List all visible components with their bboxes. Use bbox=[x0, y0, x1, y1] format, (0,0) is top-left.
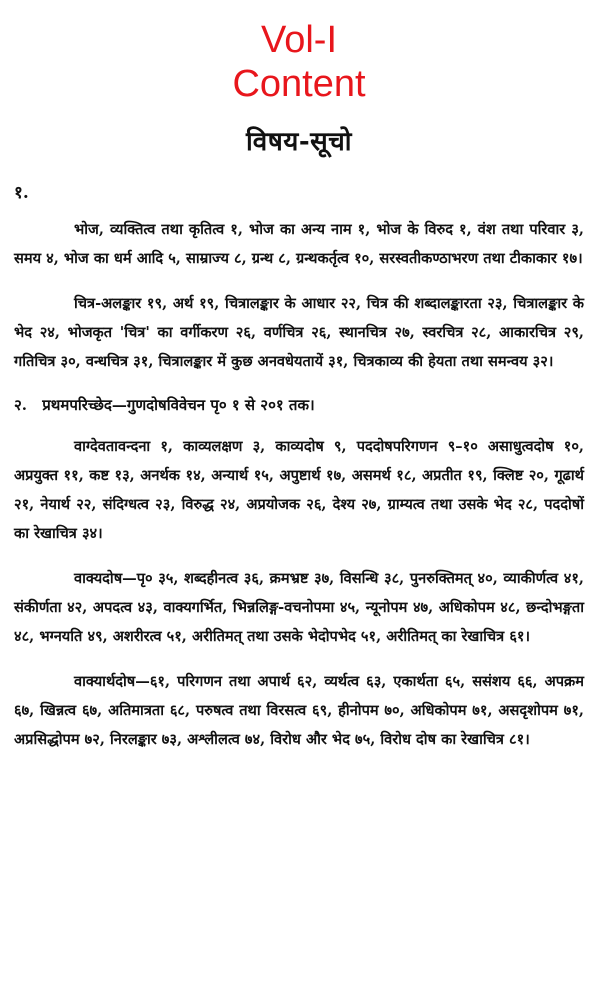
section-1-paragraph-2: चित्र-अलङ्कार १९, अर्थ १९, चित्रालङ्कार के आधार २२, चित्र की शब्दालङ्कारता २३, चित्रालङ्कार के भेद २४, भोजकृत 'चित्र' का वर्गीकरण २६, वर्णचित्र २६, स्थानचित्र २७, स्वरचित्र २८, आकारचित्र २९, गतिचित्र ३०, वन्धचित्र ३१, चित्रालङ्कार में कुछ अनवधेयतायें ३१, चित्रकाव्य की हेयता तथा समन्वय ३२। bbox=[14, 295, 584, 370]
section-1-number: १. bbox=[14, 183, 29, 203]
section-2-number: २. bbox=[14, 396, 28, 414]
section-2-heading bbox=[14, 392, 584, 418]
section-2-title: प्रथमपरिच्छेद—गुणदोषविवेचन पृ० १ से २०१ तक। bbox=[42, 396, 315, 414]
content-label: Content bbox=[232, 63, 366, 105]
section-1-paragraph-1: भोज, व्यक्तित्व तथा कृतित्व १, भोज का अन्य नाम १, भोज के विरुद १, वंश तथा परिवार ३, समय ४, भोज का धर्म आदि ५, साम्राज्य ८, ग्रन्थ ८, ग्रन्थकर्तृत्व १०, सरस्वतीकण्ठाभरण तथा टीकाकार १७। bbox=[14, 221, 584, 267]
volume-label: Vol-I bbox=[260, 19, 338, 61]
page-title: विषय-सूचो bbox=[246, 127, 352, 157]
section-2-paragraph-2: वाक्यदोष—पृ० ३५, शब्दहीनत्व ३६, क्रमभ्रष्ट ३७, विसन्धि ३८, पुनरुक्तिमत् ४०, व्याकीर्णत्व ४१, संकीर्णता ४२, अपदत्व ४३, वाक्यगर्भित, भिन्नलिङ्ग-वचनोपमा ४५, न्यूनोपम ४७, अधिकोपम ४८, छन्दोभङ्गता ४८, भग्नयति ४९, अशरीरत्व ५१, अरीतिमत् तथा उसके भेदोपभेद ५१, अरीतिमत् का रेखाचित्र ६१। bbox=[14, 570, 584, 645]
section-2-paragraph-1: वाग्देवतावन्दना १, काव्यलक्षण ३, काव्यदोष ९, पददोषपरिगणन ९–१० असाधुत्वदोष १०, अप्रयुक्त ११, कष्ट १३, अनर्थक १४, अन्यार्थ १५, अपुष्टार्थ १७, असमर्थ १८, अप्रतीत १९, क्लिष्ट २०, गूढार्थ २१, नेयार्थ २२, संदिग्धत्व २३, विरुद्ध २४, अप्रयोजक २६, देश्य २७, ग्राम्यत्व तथा उसके भेद २८, पददोषों का रेखाचित्र ३४। bbox=[14, 438, 584, 542]
section-2-paragraph-3: वाक्यार्थदोष—६१, परिगणन तथा अपार्थ ६२, व्यर्थत्व ६३, एकार्थता ६५, ससंशय ६६, अपक्रम ६७, खिन्नत्व ६७, अतिमात्रता ६८, परुषत्व तथा विरसत्व ६९, हीनोपम ७०, अधिकोपम ७१, असदृशोपम ७१, अप्रसिद्धोपम ७२, निरलङ्कार ७३, अश्लीलत्व ७४, विरोध और भेद ७५, विरोध दोष का रेखाचित्र ८१। bbox=[14, 673, 584, 748]
